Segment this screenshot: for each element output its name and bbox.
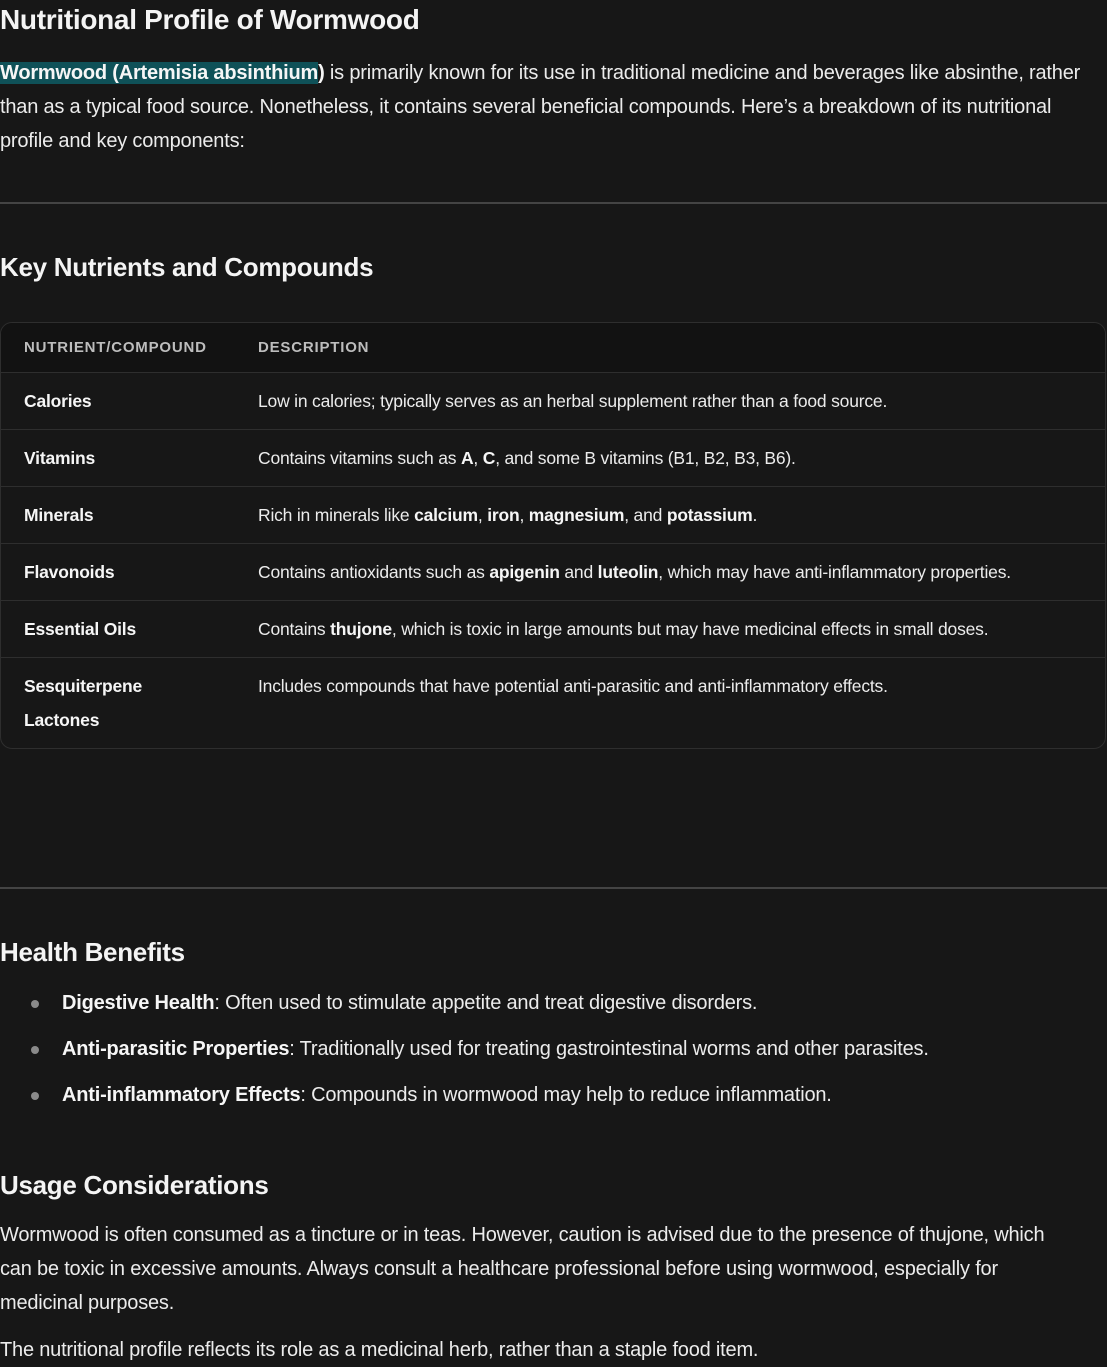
bullet-icon xyxy=(31,1000,39,1008)
table-body xyxy=(1,372,1105,748)
description-text: . xyxy=(752,505,758,525)
nutrient-description xyxy=(258,430,1105,486)
description-text: Contains vitamins such as xyxy=(258,448,461,468)
benefit-text: : Compounds in wormwood may help to reduce inflammation. xyxy=(300,1084,832,1106)
table-row xyxy=(1,543,1105,600)
health-benefits-list xyxy=(0,985,1107,1123)
description-text: Includes compounds that have potential anti-parasitic and anti-inflammatory effects. xyxy=(258,676,888,696)
table-row xyxy=(1,372,1105,429)
benefit-label: Anti-inflammatory Effects xyxy=(62,1084,301,1106)
description-text: , and xyxy=(624,505,667,525)
table-row xyxy=(1,600,1105,657)
table-row xyxy=(1,486,1105,543)
section-divider xyxy=(0,202,1107,204)
description-text: Contains xyxy=(258,619,331,639)
page-title: Nutritional Profile of Wormwood xyxy=(0,4,420,35)
benefit-text: : Often used to stimulate appetite and treat digestive disorders. xyxy=(214,992,758,1014)
emphasized-text: iron xyxy=(487,505,520,525)
nutrient-name: Essential Oils xyxy=(24,619,136,639)
benefit-text: : Traditionally used for treating gastrointestinal worms and other parasites. xyxy=(289,1038,929,1060)
description-text: and xyxy=(559,562,598,582)
emphasized-text: magnesium xyxy=(528,505,625,525)
emphasized-text: C xyxy=(482,448,496,468)
nutrients-table xyxy=(0,322,1106,749)
emphasized-text: apigenin xyxy=(489,562,560,582)
key-nutrients-heading: Key Nutrients and Compounds xyxy=(0,252,374,282)
column-header-nutrient: NUTRIENT/COMPOUND xyxy=(24,339,207,356)
list-item xyxy=(0,985,1107,1031)
nutrient-description xyxy=(258,601,1105,657)
nutrient-name: Calories xyxy=(24,391,92,411)
emphasized-text: potassium xyxy=(666,505,753,525)
list-item xyxy=(0,1031,1107,1077)
description-text: Contains antioxidants such as xyxy=(258,562,490,582)
description-text: , and some B vitamins (B1, B2, B3, B6). xyxy=(495,448,796,468)
emphasized-text: calcium xyxy=(414,505,478,525)
nutrient-description xyxy=(258,487,1105,543)
highlighted-term-close: ) xyxy=(318,62,325,84)
bullet-icon xyxy=(31,1046,39,1054)
closing-paragraph: The nutritional profile reflects its role as a medicinal herb, rather than a staple food item. xyxy=(0,1339,759,1361)
intro-paragraph xyxy=(0,56,1107,158)
description-text: , xyxy=(473,448,483,468)
emphasized-text: thujone xyxy=(330,619,392,639)
emphasized-text: A xyxy=(460,448,474,468)
intro-text: is primarily known for its use in traditional medicine and beverages like absinthe, rather than as a typical food source. Nonetheless, it contains several beneficial compounds. Here’s a breakdown of its nutritional profile and key components: xyxy=(0,62,1081,152)
benefit-label: Digestive Health xyxy=(62,992,215,1014)
description-text: , which may have anti-inflammatory properties. xyxy=(658,562,1011,582)
table-row xyxy=(1,657,1105,748)
section-divider xyxy=(0,887,1107,889)
list-item xyxy=(0,1077,1107,1123)
table-header-row xyxy=(1,323,1105,372)
emphasized-text: luteolin xyxy=(597,562,659,582)
description-text: Low in calories; typically serves as an herbal supplement rather than a food source. xyxy=(258,391,888,411)
health-benefits-heading: Health Benefits xyxy=(0,937,185,967)
column-header-description: DESCRIPTION xyxy=(258,339,370,356)
usage-paragraph: Wormwood is often consumed as a tincture or in teas. However, caution is advised due to the presence of thujone, which can be toxic in excessive amounts. Always consult a healthcare professional before using wormwood, especially for medicinal purposes. xyxy=(0,1224,1045,1314)
description-text: , which is toxic in large amounts but may have medicinal effects in small doses. xyxy=(391,619,989,639)
nutrient-name: Flavonoids xyxy=(24,562,115,582)
benefit-label: Anti-parasitic Properties xyxy=(62,1038,290,1060)
highlighted-term[interactable]: Wormwood (Artemisia absinthium xyxy=(0,62,319,84)
usage-heading: Usage Considerations xyxy=(0,1170,269,1200)
nutrient-name: Sesquiterpene Lactones xyxy=(24,676,142,730)
table-row xyxy=(1,429,1105,486)
nutrient-description xyxy=(258,658,1105,748)
bullet-icon xyxy=(31,1092,39,1100)
nutrient-name: Vitamins xyxy=(24,448,96,468)
description-text: , xyxy=(519,505,529,525)
nutrient-description xyxy=(258,373,1105,429)
nutrient-description xyxy=(258,544,1105,600)
description-text: , xyxy=(477,505,488,525)
description-text: Rich in minerals like xyxy=(258,505,415,525)
nutrient-name: Minerals xyxy=(24,505,94,525)
